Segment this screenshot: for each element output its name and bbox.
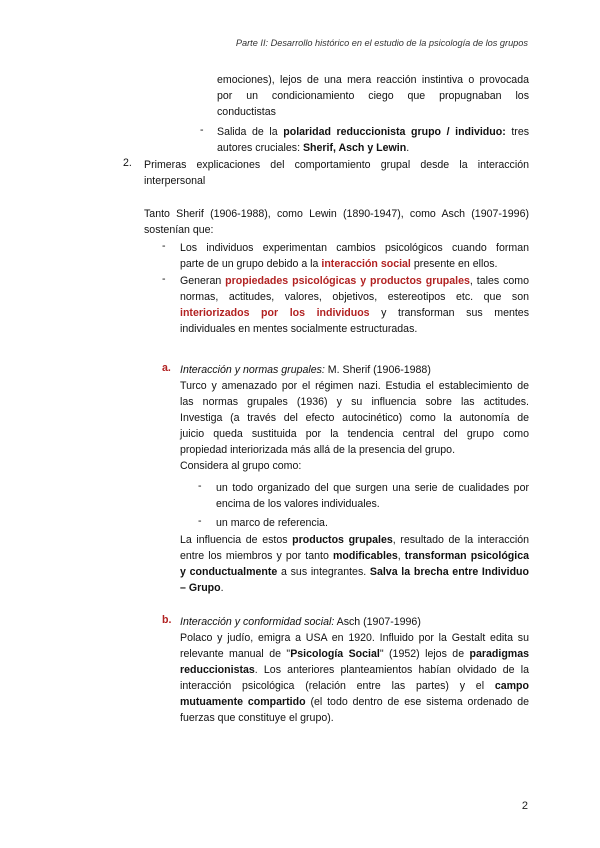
sa-p-bold-6: – Grupo (180, 582, 221, 594)
section-a-marker: a. (162, 362, 171, 374)
sa-p-line-2 (180, 548, 529, 564)
section-a-sub-1 (216, 480, 529, 512)
b1-highlight: interacción social (321, 258, 411, 270)
section-a-line-3: Investiga (a través del efecto autocinético) como la autonomía de (180, 412, 529, 424)
section-a-line-5: propiedad interiorizada más allá de la presencia del grupo. (180, 444, 456, 456)
b1-text: parte de un grupo debido a la (180, 258, 322, 270)
item2-title-line-1: Primeras explicaciones del comportamiento grupal desde la interacción (144, 159, 529, 171)
sa-p-bold-4: y conductualmente (180, 566, 278, 578)
b1-line-2 (180, 256, 529, 272)
section-a-line-6: Considera al grupo como: (180, 460, 302, 472)
sb-text-2: " (1952) lejos de (379, 648, 470, 660)
sa-p-bold-3: transforman psicológica (404, 550, 529, 562)
intro-line-2: por un condicionamiento ciego que propugnaban los (217, 90, 529, 102)
section-a-title-italic: Interacción y normas grupales: (180, 364, 325, 376)
section-b-body (180, 630, 529, 726)
sb-bold-2: paradigmas (469, 648, 530, 660)
list-number-2: 2. (123, 157, 132, 169)
b2-highlight: propiedades psicológicas y productos grupales (225, 275, 470, 287)
section-a-body (180, 378, 529, 474)
section-a-line-2: las normas grupales (1936) y su influencia sobre las actitudes. (180, 396, 529, 408)
b1-tail: presente en ellos. (410, 258, 498, 270)
sb-text-1: relevante manual de " (180, 648, 291, 660)
b2-line-1 (180, 273, 529, 289)
sa-p-period: . (220, 582, 224, 594)
b2-text: Generan (180, 275, 226, 287)
sa-p-bold-2: modificables (332, 550, 398, 562)
section-b-title-author: Asch (1907-1996) (334, 616, 421, 628)
salida-authors-text: autores cruciales: (217, 142, 303, 154)
salida-tail: tres (505, 126, 530, 138)
section-a-sub-2-dash: - (198, 515, 202, 527)
sa-p-line-1 (180, 532, 529, 548)
sa-p-text-1: La influencia de estos (180, 534, 293, 546)
intro-line-1: emociones), lejos de una mera reacción instintiva o provocada (217, 74, 529, 86)
sa-p-text-2: , resultado de la interacción (392, 534, 530, 546)
section-b-title (180, 614, 421, 630)
sa-p-text-4: a sus integrantes. (277, 566, 370, 578)
sb-line-1: Polaco y judío, emigra a USA en 1920. Influido por la Gestalt edita su (180, 632, 529, 644)
section-a-title (180, 362, 431, 378)
b2-tail: , tales como (469, 275, 529, 287)
running-header: Parte II: Desarrollo histórico en el estudio de la psicología de los grupos (235, 38, 528, 48)
item2-bullet-1-dash: - (162, 240, 166, 252)
b1-line-1: Los individuos experimentan cambios psicológicos cuando forman (180, 242, 529, 254)
b2-line-4: individuales en mentes socialmente estructuradas. (180, 323, 418, 335)
item2-title-line-2: interpersonal (144, 175, 206, 187)
intro-line-3: conductistas (217, 106, 276, 118)
salida-line-1 (217, 124, 529, 140)
intro-salida-item (217, 124, 529, 156)
section-a-line-4: juicio queda sustituida por la tendencia central del grupo como (180, 428, 529, 440)
sub-1-line-1: un todo organizado del que surgen una serie de cualidades por (216, 482, 529, 494)
sb-text-5: (el todo dentro de ese sistema ordenado de (305, 696, 529, 708)
item2-paragraph (144, 206, 529, 238)
item2-bullet-1 (180, 240, 529, 272)
sb-line-5 (180, 694, 529, 710)
sb-line-4 (180, 678, 529, 694)
sb-text-4: interacción psicológica (relación entre las partes) y el (180, 680, 495, 692)
intro-dash: - (200, 124, 204, 136)
salida-line-2 (217, 140, 529, 156)
salida-period: . (406, 142, 410, 154)
sb-bold-1: Psicología Social (290, 648, 380, 660)
sa-p-comma: , (397, 550, 405, 562)
item2-bullet-2 (180, 273, 529, 337)
salida-authors: Sherif, Asch y Lewin (302, 142, 407, 154)
section-a-sub-1-dash: - (198, 480, 202, 492)
sa-p-text-3: entre los miembros y por tanto (180, 550, 333, 562)
sb-bold-4: campo (494, 680, 529, 692)
item2-para-line-1: Tanto Sherif (1906-1988), como Lewin (1890-1947), como Asch (1907-1996) (144, 208, 529, 220)
sb-line-2 (180, 646, 529, 662)
sa-p-line-3 (180, 564, 529, 580)
section-a-line-1: Turco y amenazado por el régimen nazi. Estudia el establecimiento de (180, 380, 529, 392)
b2-tail-2: y transforman sus mentes (369, 307, 529, 319)
intro-continuation (217, 72, 529, 120)
sub-1-line-2: encima de los valores individuales. (216, 498, 380, 510)
b2-highlight-2: interiorizados por los individuos (180, 307, 370, 319)
sb-text-3: . Los anteriores planteamientos habían olvidado de la (254, 664, 529, 676)
sa-p-bold-5: Salva la brecha entre Individuo (369, 566, 529, 578)
page-number: 2 (521, 800, 528, 812)
b2-line-2: normas, actitudes, valores, objetivos, estereotipos etc. que son (180, 291, 529, 303)
section-b-marker: b. (162, 614, 172, 626)
sb-bold-5: mutuamente compartido (180, 696, 306, 708)
salida-text: Salida de la (217, 126, 284, 138)
sb-line-6: fuerzas que constituye el grupo). (180, 712, 334, 724)
item2-bullet-2-dash: - (162, 273, 166, 285)
sa-p-bold-1: productos grupales (292, 534, 393, 546)
section-a-sub-2: un marco de referencia. (216, 517, 328, 529)
sa-p-line-4 (180, 580, 529, 596)
sb-line-3 (180, 662, 529, 678)
item2-title (144, 157, 529, 189)
item2-para-line-2: sostenían que: (144, 224, 214, 236)
section-a-paragraph (180, 532, 529, 596)
b2-line-3 (180, 305, 529, 321)
section-a-title-author: M. Sherif (1906-1988) (324, 364, 431, 376)
salida-bold: polaridad reduccionista grupo / individuo: (283, 126, 506, 138)
sb-bold-3: reduccionistas (180, 664, 255, 676)
section-b-title-italic: Interacción y conformidad social: (180, 616, 335, 628)
